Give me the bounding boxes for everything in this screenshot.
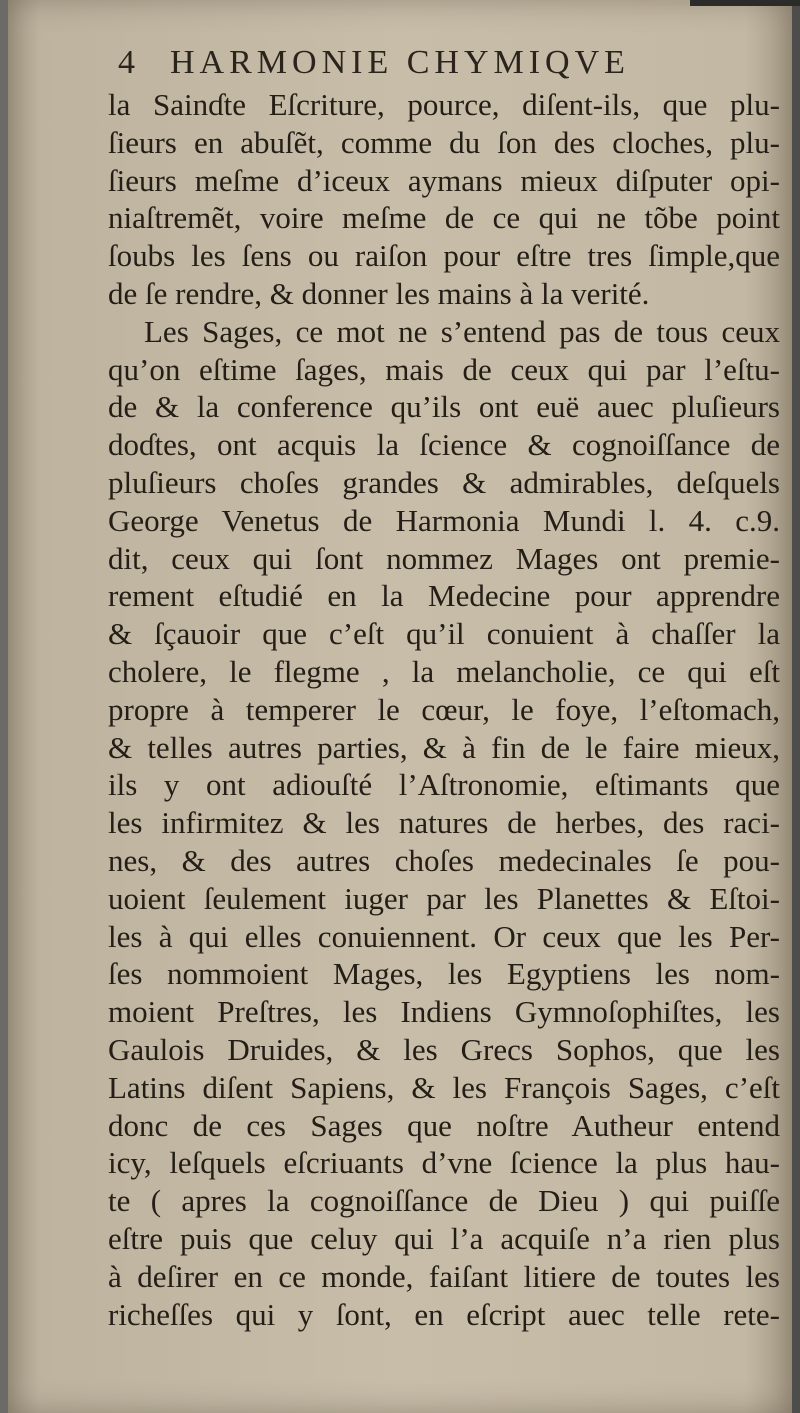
text-line: cholere, le flegme , la melancholie, ce qui eſt bbox=[108, 653, 780, 689]
text-line: les à qui elles conuiennent. Or ceux que les Per- bbox=[108, 918, 780, 954]
text-line: ſes nommoient Mages, les Egyptiens les nom- bbox=[108, 956, 780, 992]
text-line: Gaulois Druides, & les Grecs Sophos, que les bbox=[108, 1031, 780, 1067]
text-line: moient Preſtres, les Indiens Gymnoſophiſtes, les bbox=[108, 994, 780, 1030]
page-header bbox=[118, 40, 738, 90]
text-line: à deſirer en ce monde, faiſant litiere de toutes les bbox=[108, 1258, 780, 1294]
page-number: 4 bbox=[118, 44, 135, 81]
text-line: qu’on eſtime ſages, mais de ceux qui par l’eſtu- bbox=[108, 351, 780, 387]
scan-right-edge bbox=[792, 0, 800, 1413]
body-text bbox=[108, 86, 780, 1333]
text-line: Les Sages, ce mot ne s’entend pas de tous ceux bbox=[144, 313, 780, 349]
text-line: de ſe rendre, & donner les mains à la verité. bbox=[108, 275, 650, 311]
text-line: ils y ont adiouſté l’Aſtronomie, eſtimants que bbox=[108, 767, 780, 803]
text-line: dit, ceux qui ſont nommez Mages ont premie- bbox=[108, 540, 780, 576]
text-line: pluſieurs choſes grandes & admirables, deſquels bbox=[108, 464, 780, 500]
text-line: la Sainɗte Eſcriture, pource, diſent-ils, que plu- bbox=[108, 87, 780, 122]
running-title: HARMONIE CHYMIQVE bbox=[170, 44, 630, 81]
text-line: uoient ſeulement iuger par les Planettes & Eſtoi- bbox=[108, 880, 780, 916]
text-line: ſieurs en abuſẽt, comme du ſon des cloches, plu- bbox=[108, 124, 780, 160]
book-page bbox=[8, 0, 792, 1413]
text-line: de & la conference qu’ils ont euë auec pluſieurs bbox=[108, 389, 780, 425]
text-line: doɗtes, ont acquis la ſcience & cognoiſſance de bbox=[108, 427, 780, 463]
text-line: George Venetus de Harmonia Mundi l. 4. c.9. bbox=[108, 502, 780, 538]
text-line: Latins diſent Sapiens, & les François Sages, c’eſt bbox=[108, 1069, 780, 1105]
text-line: ſoubs les ſens ou raiſon pour eſtre tres ſimple,que bbox=[108, 238, 780, 274]
text-line: te ( apres la cognoiſſance de Dieu ) qui puiſſe bbox=[108, 1183, 780, 1219]
text-line: niaſtremẽt, voire meſme de ce qui ne tõbe point bbox=[108, 200, 780, 236]
text-line: ſieurs meſme d’iceux aymans mieux diſputer opi- bbox=[108, 162, 780, 198]
scan-left-edge bbox=[0, 0, 8, 1413]
text-line: & ſçauoir que c’eſt qu’il conuient à chaſſer la bbox=[108, 616, 780, 652]
text-line: eſtre puis que celuy qui l’a acquiſe n’a rien plus bbox=[108, 1220, 780, 1256]
text-line: & telles autres parties, & à fin de le faire mieux, bbox=[108, 729, 780, 765]
text-line: richeſſes qui y ſont, en eſcript auec telle rete- bbox=[108, 1296, 780, 1332]
text-line: icy, leſquels eſcriuants d’vne ſcience la plus hau- bbox=[108, 1145, 780, 1181]
text-line: rement eſtudié en la Medecine pour apprendre bbox=[108, 578, 780, 614]
text-line: propre à temperer le cœur, le foye, l’eſtomach, bbox=[108, 691, 780, 727]
text-line: nes, & des autres choſes medecinales ſe pou- bbox=[108, 842, 780, 878]
text-line: les infirmitez & les natures de herbes, des raci- bbox=[108, 805, 780, 841]
text-line: donc de ces Sages que noſtre Autheur entend bbox=[108, 1107, 780, 1143]
scan-top-shadow bbox=[690, 0, 800, 6]
